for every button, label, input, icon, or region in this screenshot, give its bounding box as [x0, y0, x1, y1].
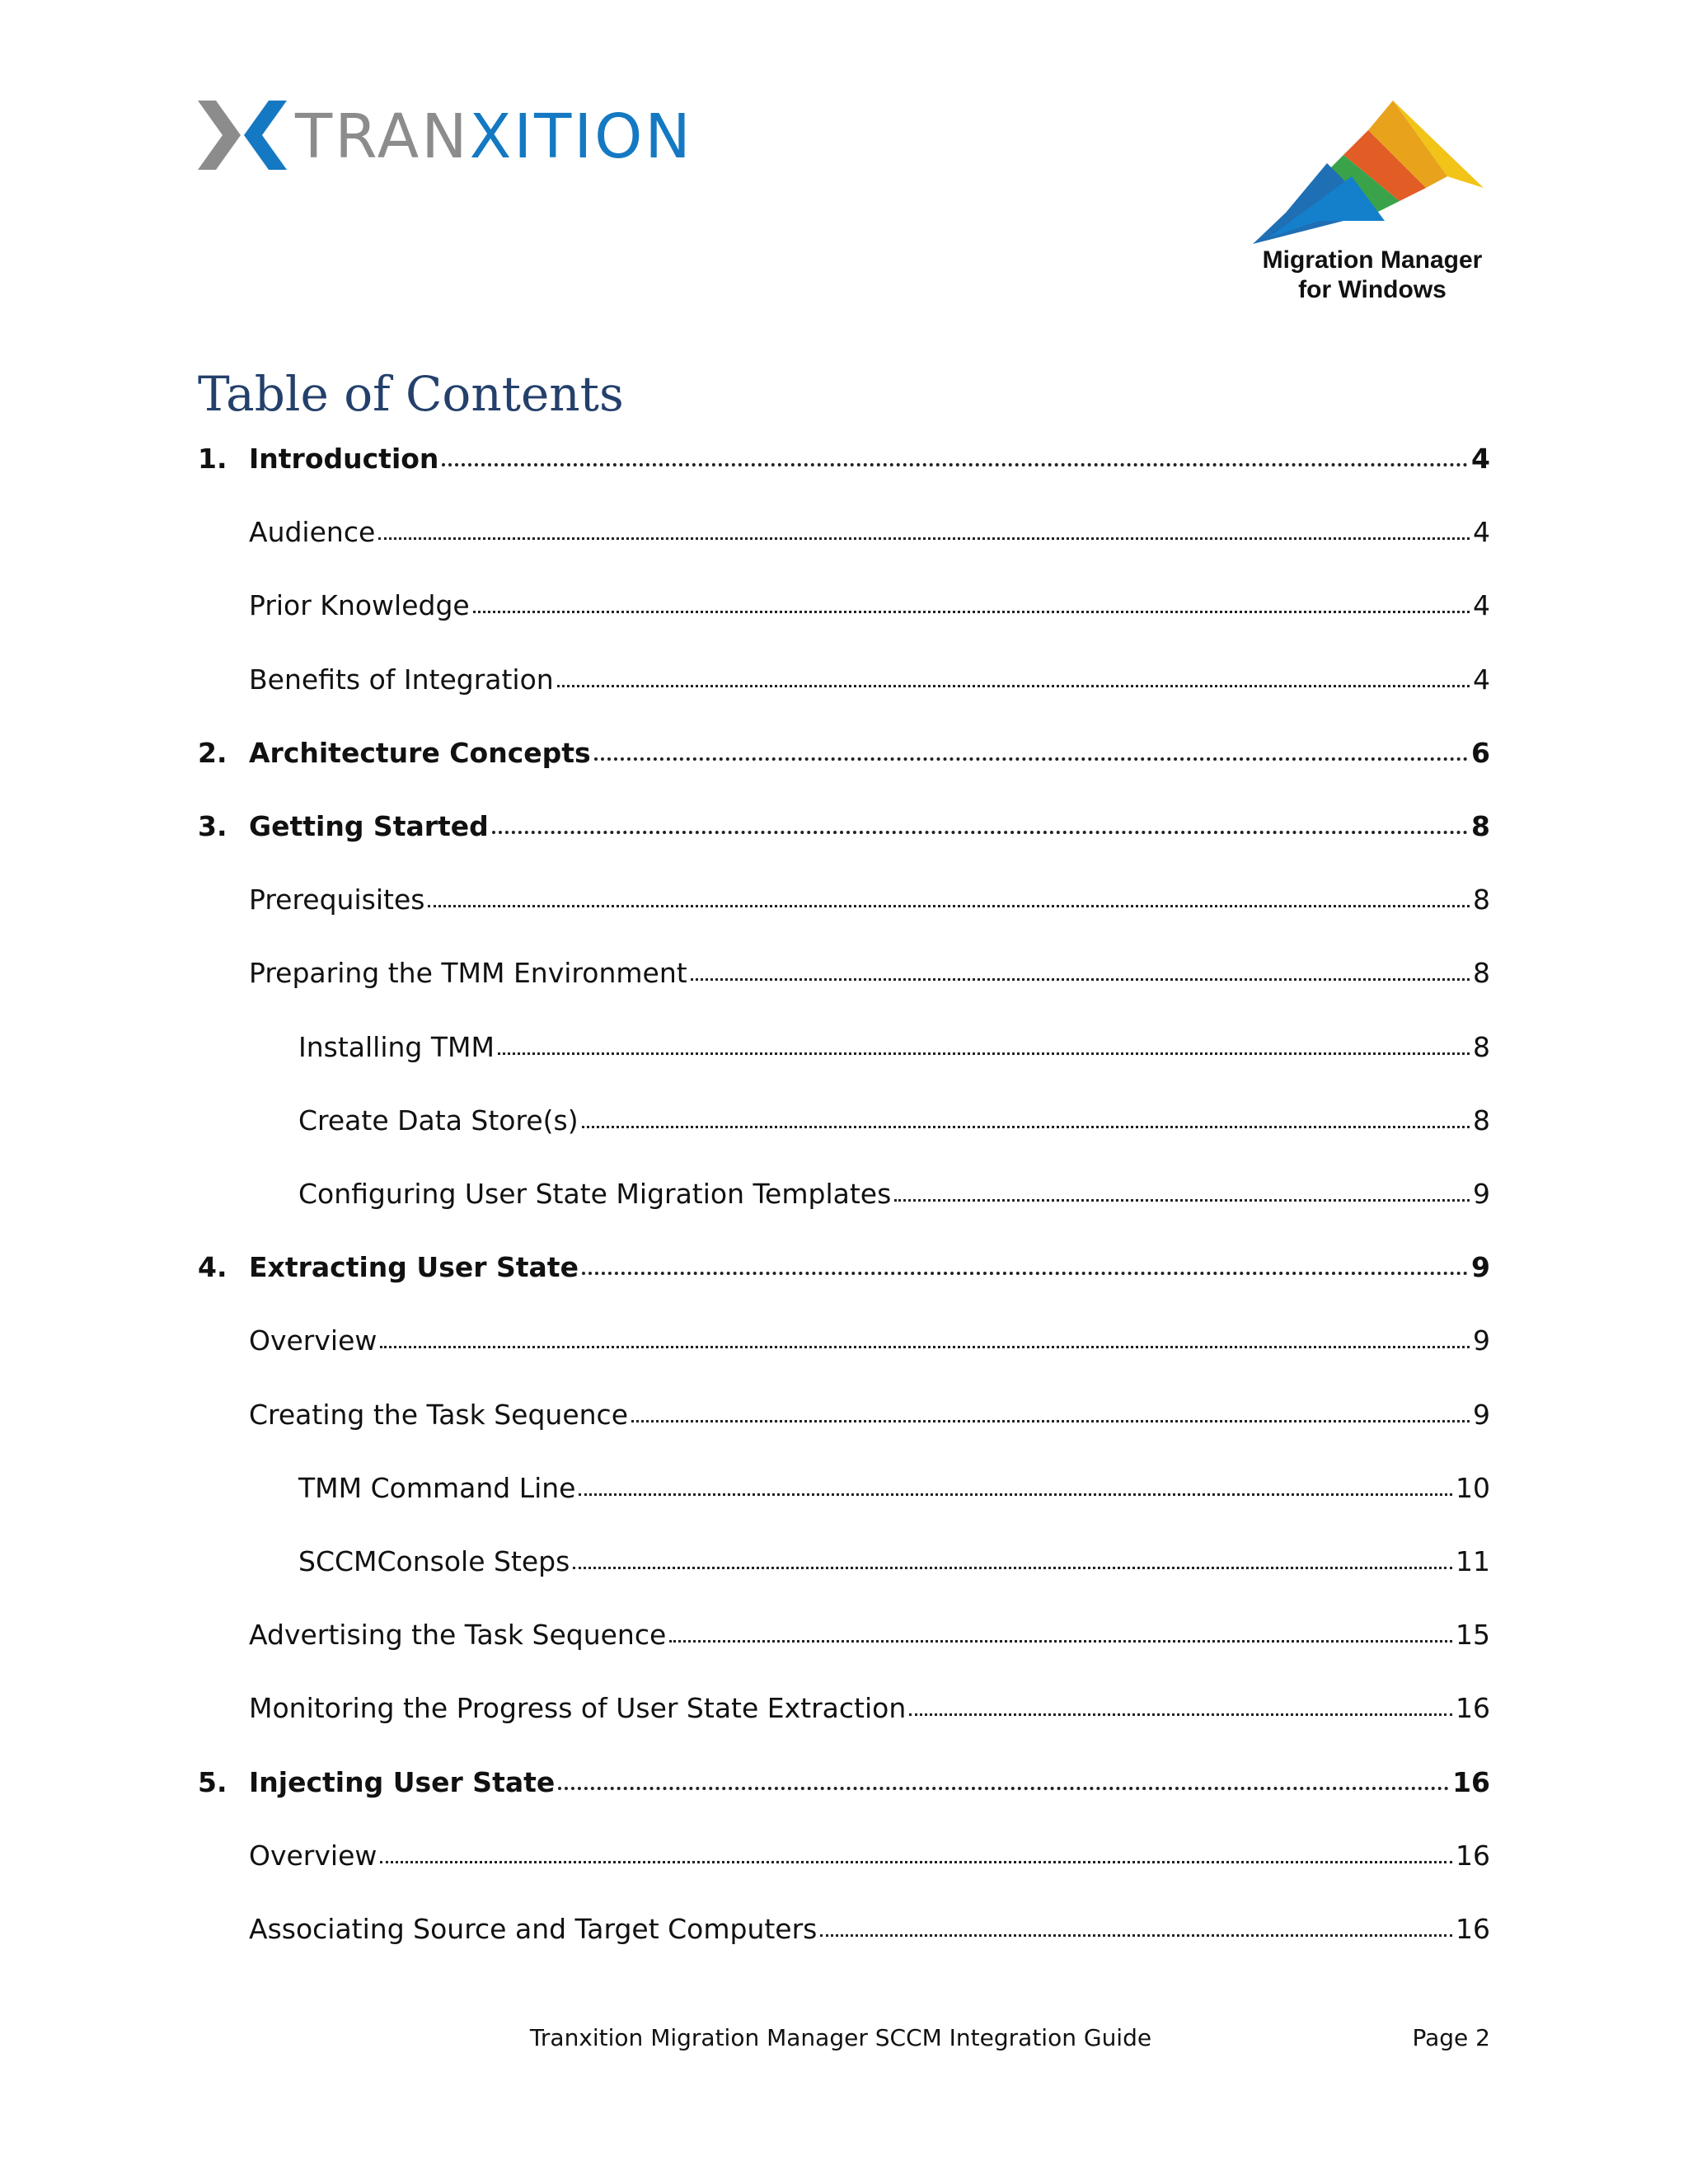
- toc-entry[interactable]: [249, 577, 1490, 621]
- tranxition-chevron-icon: [198, 97, 288, 173]
- toc-entry-label: TMM Command Line: [298, 1472, 576, 1504]
- toc-entry-page: 16: [1456, 1913, 1490, 1945]
- toc-entry[interactable]: [298, 1165, 1490, 1210]
- product-name-line1: Migration Manager: [1262, 246, 1483, 274]
- toc-entry-page: 8: [1473, 883, 1490, 916]
- toc-dot-leader: [669, 1640, 1452, 1643]
- toc-entry-label: Associating Source and Target Computers: [249, 1913, 818, 1945]
- toc-entry-number: 5.: [198, 1766, 227, 1798]
- toc-dot-leader: [909, 1713, 1452, 1716]
- brand-part-a: TRAN: [295, 101, 470, 172]
- toc-entry[interactable]: [198, 1754, 1490, 1798]
- toc-entry-page: 9: [1473, 1399, 1490, 1431]
- toc-entry-label: Architecture Concepts: [249, 737, 591, 769]
- toc-entry[interactable]: [198, 798, 1490, 842]
- toc-dot-leader: [492, 831, 1468, 834]
- toc-entry-page: 4: [1471, 443, 1490, 475]
- toc-entry-page: 10: [1456, 1472, 1490, 1504]
- toc-entry[interactable]: [249, 651, 1490, 696]
- toc-entry-page: 4: [1473, 663, 1490, 696]
- toc-entry[interactable]: [249, 944, 1490, 989]
- toc-entry-label: Preparing the TMM Environment: [249, 957, 687, 989]
- toc-entry-label: Extracting User State: [249, 1251, 579, 1283]
- toc-entry-page: 16: [1452, 1766, 1490, 1798]
- toc-entry-label: Injecting User State: [249, 1766, 556, 1798]
- toc-title: Table of Contents: [198, 366, 624, 422]
- toc-entry-page: 16: [1456, 1692, 1490, 1724]
- brand-part-b: ITION: [513, 101, 693, 172]
- mountain-peaks-icon: [1253, 97, 1492, 246]
- toc-entry-label: Benefits of Integration: [249, 663, 554, 696]
- toc-entry-page: 9: [1471, 1251, 1490, 1283]
- toc-entry-page: 9: [1473, 1178, 1490, 1210]
- toc-entry-label: Introduction: [249, 443, 439, 475]
- tranxition-logo: [198, 97, 692, 173]
- footer-title: Tranxition Migration Manager SCCM Integration Guide: [529, 2024, 1152, 2051]
- toc-dot-leader: [594, 757, 1468, 761]
- toc-entry[interactable]: [249, 871, 1490, 916]
- toc-entry-page: 4: [1473, 516, 1490, 548]
- toc-entry-page: 16: [1456, 1840, 1490, 1872]
- toc-entry-page: 8: [1473, 957, 1490, 989]
- toc-entry[interactable]: [298, 1533, 1490, 1577]
- toc-dot-leader: [498, 1052, 1470, 1055]
- toc-dot-leader: [894, 1199, 1470, 1202]
- toc-dot-leader: [380, 1861, 1452, 1863]
- toc-entry[interactable]: [198, 1239, 1490, 1283]
- toc-entry-label: Monitoring the Progress of User State Extraction: [249, 1692, 907, 1724]
- toc-dot-leader: [579, 1493, 1452, 1496]
- toc-dot-leader: [378, 537, 1470, 540]
- toc-entry-number: 1.: [198, 443, 227, 475]
- toc-entry-label: Prior Knowledge: [249, 589, 470, 621]
- toc-entry[interactable]: [198, 430, 1490, 475]
- toc-dot-leader: [380, 1346, 1470, 1348]
- toc-entry[interactable]: [249, 504, 1490, 548]
- toc-entry-page: 15: [1456, 1619, 1490, 1651]
- toc-entry-page: 8: [1473, 1031, 1490, 1063]
- toc-entry[interactable]: [298, 1019, 1490, 1063]
- toc-entry-label: Create Data Store(s): [298, 1104, 579, 1137]
- toc-dot-leader: [573, 1567, 1452, 1569]
- toc-dot-leader: [442, 463, 1468, 466]
- toc-dot-leader: [473, 611, 1470, 613]
- toc-entry-page: 4: [1473, 589, 1490, 621]
- toc-entry-page: 8: [1473, 1104, 1490, 1137]
- toc-entry-number: 4.: [198, 1251, 227, 1283]
- toc-entry-page: 6: [1471, 737, 1490, 769]
- toc-entry[interactable]: [249, 1312, 1490, 1357]
- toc-entry-page: 8: [1471, 810, 1490, 842]
- product-name: [1253, 246, 1492, 305]
- toc-dot-leader: [820, 1934, 1452, 1937]
- toc-entry-label: Creating the Task Sequence: [249, 1399, 629, 1431]
- toc-dot-leader: [582, 1126, 1470, 1128]
- toc-entry-label: Overview: [249, 1324, 377, 1357]
- toc-dot-leader: [631, 1420, 1470, 1422]
- migration-manager-logo: [1253, 97, 1492, 312]
- toc-entry-page: 9: [1473, 1324, 1490, 1357]
- toc-entry-label: Getting Started: [249, 810, 489, 842]
- toc-entry-number: 3.: [198, 810, 227, 842]
- toc-entry-page: 11: [1456, 1545, 1490, 1577]
- toc-dot-leader: [428, 905, 1470, 907]
- toc-entry[interactable]: [249, 1386, 1490, 1431]
- toc-dot-leader: [557, 685, 1470, 687]
- toc-entry-label: SCCMConsole Steps: [298, 1545, 570, 1577]
- toc-entry[interactable]: [249, 1900, 1490, 1945]
- toc-entry-label: Configuring User State Migration Templates: [298, 1178, 892, 1210]
- toc-entry[interactable]: [198, 724, 1490, 769]
- toc-entry-label: Overview: [249, 1840, 377, 1872]
- toc-entry-label: Prerequisites: [249, 883, 425, 916]
- toc-entry-number: 2.: [198, 737, 227, 769]
- toc-dot-leader: [558, 1787, 1449, 1790]
- tranxition-wordmark: [295, 99, 693, 175]
- footer-page-number: Page 2: [1412, 2024, 1490, 2051]
- toc-entry-label: Advertising the Task Sequence: [249, 1619, 667, 1651]
- toc-entry[interactable]: [249, 1606, 1490, 1651]
- product-name-line2: for Windows: [1298, 276, 1447, 303]
- brand-part-x: X: [469, 101, 514, 172]
- toc-entry-label: Installing TMM: [298, 1031, 495, 1063]
- toc-entry-label: Audience: [249, 516, 376, 548]
- toc-dot-leader: [582, 1272, 1468, 1275]
- toc-dot-leader: [691, 978, 1470, 981]
- toc-entry[interactable]: [298, 1460, 1490, 1504]
- toc-entry[interactable]: [249, 1827, 1490, 1872]
- toc-entry[interactable]: [249, 1680, 1490, 1724]
- toc-entry[interactable]: [298, 1092, 1490, 1137]
